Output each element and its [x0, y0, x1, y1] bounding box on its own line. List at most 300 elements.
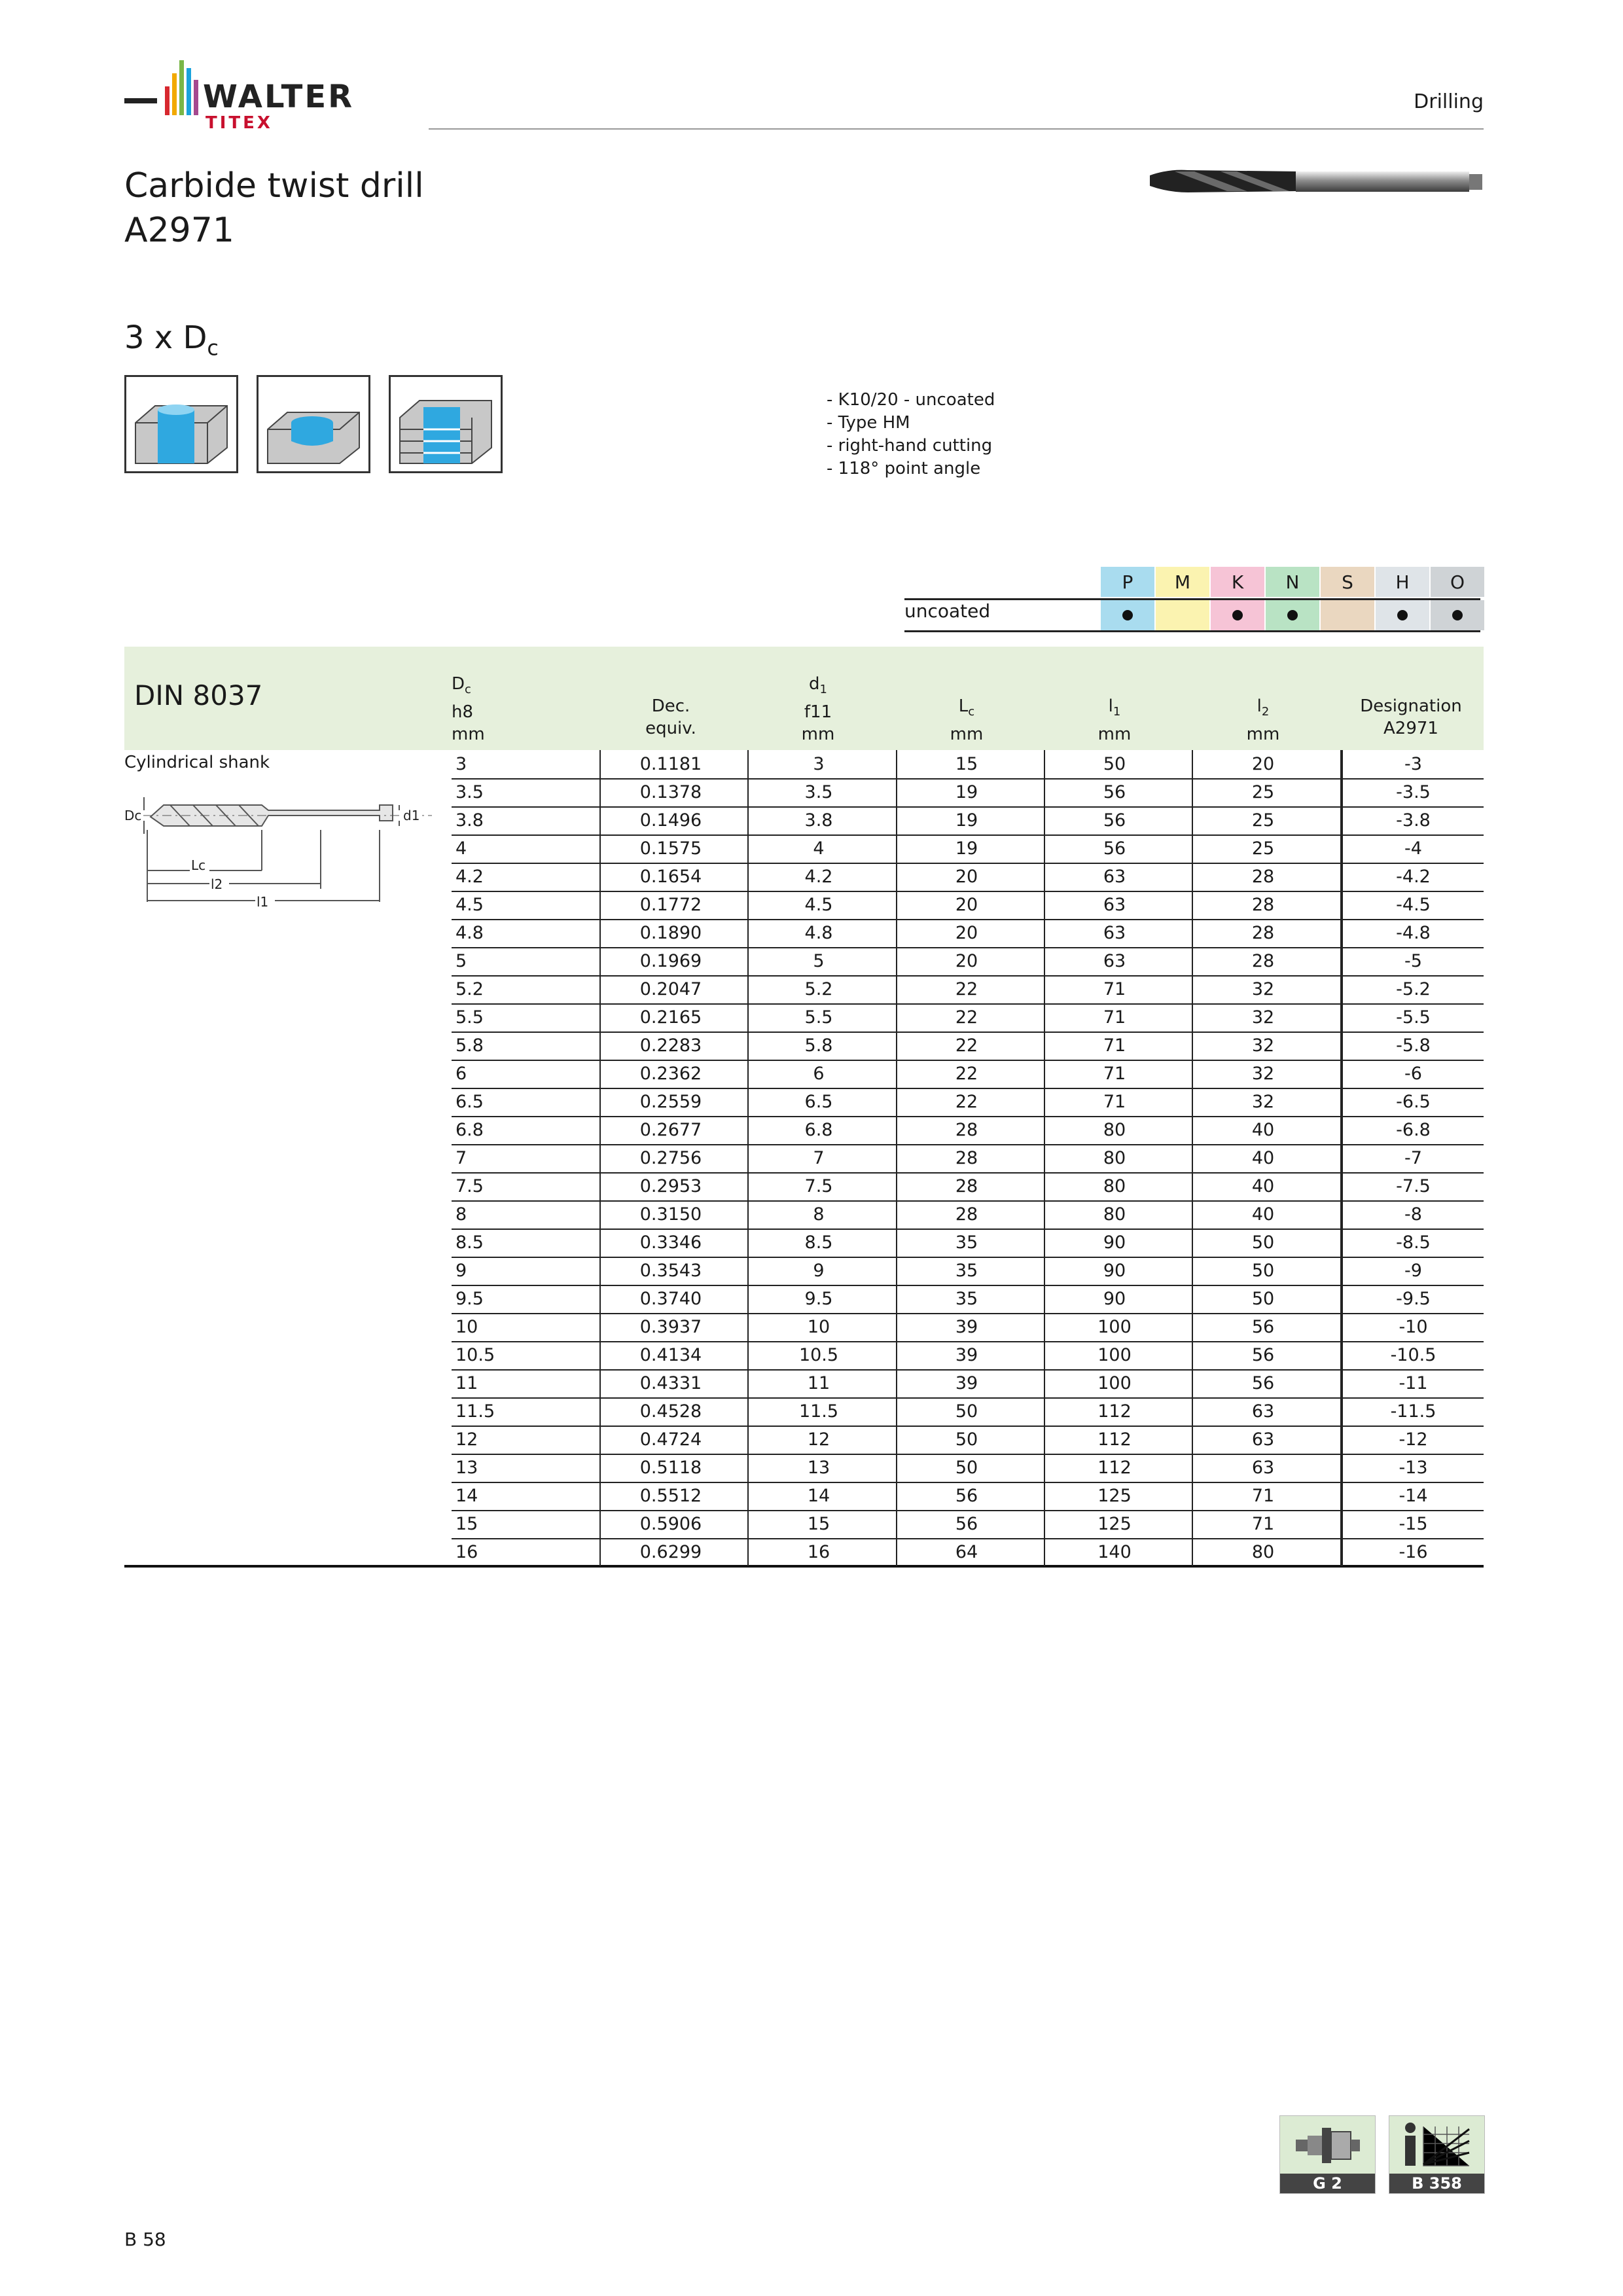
table-row [452, 1454, 1484, 1483]
dc-cell: 13 [455, 1458, 478, 1478]
feature-item: - K10/20 - uncoated [827, 390, 995, 410]
dec-cell: 0.2756 [639, 1148, 702, 1168]
material-suitability-s [1321, 600, 1374, 630]
table-row [452, 750, 1484, 780]
d1-cell: 5.5 [804, 1007, 833, 1028]
d1-cell: 4.2 [804, 867, 833, 887]
designation-cell: -8.5 [1396, 1232, 1431, 1253]
page-number: B 58 [124, 2229, 166, 2250]
through-hole-icon [124, 375, 238, 473]
l1-cell: 80 [1103, 1120, 1126, 1140]
dc-label: Dc [124, 808, 142, 823]
d1-cell: 8.5 [804, 1232, 833, 1253]
lc-cell: 20 [955, 923, 978, 943]
lc-cell: 28 [955, 1204, 978, 1225]
table-row [452, 1510, 1484, 1539]
l2-cell: 50 [1251, 1289, 1275, 1309]
l1-cell: 56 [1103, 810, 1126, 831]
dc-cell: 5.8 [455, 1035, 484, 1056]
tool-holder-icon [1292, 2123, 1364, 2168]
material-suitability-h [1376, 600, 1429, 630]
designation-cell: -6.8 [1396, 1120, 1431, 1140]
designation-cell: -15 [1399, 1514, 1428, 1534]
dc-cell: 8 [455, 1204, 467, 1225]
designation-cell: -4.8 [1396, 923, 1431, 943]
material-suitability-k [1211, 600, 1264, 630]
l1-cell: 63 [1103, 867, 1126, 887]
drill-dimension-diagram [124, 791, 432, 922]
dec-cell: 0.2283 [639, 1035, 702, 1056]
l1-cell: 80 [1103, 1148, 1126, 1168]
ref-label-b358: B 358 [1389, 2174, 1484, 2193]
material-suitability-p [1101, 600, 1154, 630]
dc-cell: 4.8 [455, 923, 484, 943]
designation-cell: -12 [1399, 1429, 1428, 1450]
d1-cell: 5.2 [804, 979, 833, 999]
dc-cell: 14 [455, 1486, 478, 1506]
designation-cell: -5 [1404, 951, 1422, 971]
header-l2: $l_2$ mm [1246, 696, 1280, 745]
header-divider [429, 128, 1484, 130]
designation-cell: -4 [1404, 838, 1422, 859]
l1-cell: 90 [1103, 1289, 1126, 1309]
lc-cell: 20 [955, 867, 978, 887]
table-row [452, 919, 1484, 948]
table-row [452, 1426, 1484, 1455]
dc-cell: 4.5 [455, 895, 484, 915]
material-group-h: H [1376, 567, 1429, 597]
dec-cell: 0.3740 [639, 1289, 702, 1309]
lc-cell: 39 [955, 1373, 978, 1393]
dec-cell: 0.4528 [639, 1401, 702, 1422]
l1-cell: 100 [1097, 1317, 1132, 1337]
header-dc: $D_c$ h8 mm [452, 674, 485, 745]
l2-cell: 80 [1251, 1542, 1275, 1562]
material-divider [904, 630, 1480, 632]
lc-cell: 50 [955, 1429, 978, 1450]
lc-label: Lc [191, 857, 206, 873]
walter-titex-logo [124, 60, 399, 134]
table-row [452, 1144, 1484, 1174]
l1-cell: 100 [1097, 1373, 1132, 1393]
dc-cell: 10.5 [455, 1345, 495, 1365]
lc-cell: 22 [955, 1092, 978, 1112]
dec-cell: 0.3543 [639, 1261, 702, 1281]
suitable-dot-icon [1452, 610, 1463, 620]
drill-product-image [1149, 157, 1486, 204]
lc-cell: 35 [955, 1261, 978, 1281]
material-group-k: K [1211, 567, 1264, 597]
d1-cell: 12 [807, 1429, 830, 1450]
dec-cell: 0.6299 [639, 1542, 702, 1562]
table-row [452, 1285, 1484, 1314]
dec-cell: 0.3346 [639, 1232, 702, 1253]
designation-cell: -4.2 [1396, 867, 1431, 887]
dec-cell: 0.5512 [639, 1486, 702, 1506]
dc-cell: 5.2 [455, 979, 484, 999]
dc-cell: 9 [455, 1261, 467, 1281]
l2-cell: 28 [1251, 895, 1275, 915]
l2-cell: 32 [1251, 1035, 1275, 1056]
lc-cell: 20 [955, 895, 978, 915]
suitable-dot-icon [1232, 610, 1243, 620]
blind-hole-icon [257, 375, 370, 473]
designation-cell: -3.5 [1396, 782, 1431, 802]
column-divider [599, 750, 601, 1566]
lc-cell: 19 [955, 810, 978, 831]
material-group-n: N [1266, 567, 1319, 597]
l2-cell: 25 [1251, 810, 1275, 831]
l2-cell: 56 [1251, 1373, 1275, 1393]
column-divider [1340, 750, 1343, 1566]
l2-cell: 50 [1251, 1261, 1275, 1281]
l1-cell: 140 [1097, 1542, 1132, 1562]
designation-cell: -4.5 [1396, 895, 1431, 915]
l2-cell: 32 [1251, 1064, 1275, 1084]
material-suitability-o [1431, 600, 1484, 630]
l2-cell: 40 [1251, 1148, 1275, 1168]
coating-label: uncoated [904, 600, 991, 622]
dec-cell: 0.4331 [639, 1373, 702, 1393]
l2-cell: 32 [1251, 1007, 1275, 1028]
lc-cell: 20 [955, 951, 978, 971]
d1-cell: 5 [813, 951, 825, 971]
dec-cell: 0.2953 [639, 1176, 702, 1196]
dc-cell: 7.5 [455, 1176, 484, 1196]
dec-cell: 0.4134 [639, 1345, 702, 1365]
d1-cell: 3.8 [804, 810, 833, 831]
table-row [452, 1088, 1484, 1117]
l2-cell: 28 [1251, 923, 1275, 943]
table-row [452, 806, 1484, 836]
table-row [452, 1341, 1484, 1371]
designation-cell: -7 [1404, 1148, 1422, 1168]
designation-cell: -7.5 [1396, 1176, 1431, 1196]
designation-cell: -5.5 [1396, 1007, 1431, 1028]
lc-cell: 22 [955, 1064, 978, 1084]
l2-cell: 40 [1251, 1176, 1275, 1196]
title-line-2: A2971 [124, 211, 234, 250]
l1-cell: 56 [1103, 838, 1126, 859]
feature-list [827, 389, 995, 480]
dc-cell: 3 [455, 754, 467, 774]
l1-cell: 125 [1097, 1514, 1132, 1534]
l2-cell: 32 [1251, 979, 1275, 999]
svg-text:WALTER: WALTER [203, 79, 355, 115]
designation-cell: -3 [1404, 754, 1422, 774]
l1-cell: 71 [1103, 1035, 1126, 1056]
dec-cell: 0.3937 [639, 1317, 702, 1337]
table-row [452, 1200, 1484, 1230]
l2-cell: 56 [1251, 1345, 1275, 1365]
dc-cell: 4.2 [455, 867, 484, 887]
dc-cell: 4 [455, 838, 467, 859]
d1-cell: 7.5 [804, 1176, 833, 1196]
table-row [452, 1003, 1484, 1033]
lc-cell: 64 [955, 1542, 978, 1562]
material-group-m: M [1156, 567, 1209, 597]
dec-cell: 0.1378 [639, 782, 702, 802]
column-divider [1044, 750, 1045, 1566]
l1-cell: 63 [1103, 923, 1126, 943]
l2-label: l2 [211, 876, 223, 892]
dc-cell: 5.5 [455, 1007, 484, 1028]
dec-cell: 0.1496 [639, 810, 702, 831]
material-group-p: P [1101, 567, 1154, 597]
dec-cell: 0.3150 [639, 1204, 702, 1225]
material-group-s: S [1321, 567, 1374, 597]
lc-cell: 50 [955, 1458, 978, 1478]
table-row [452, 1482, 1484, 1511]
l1-cell: 100 [1097, 1345, 1132, 1365]
table-row [452, 834, 1484, 864]
designation-cell: -5.8 [1396, 1035, 1431, 1056]
designation-cell: -9.5 [1396, 1289, 1431, 1309]
l1-cell: 71 [1103, 1007, 1126, 1028]
lc-cell: 56 [955, 1486, 978, 1506]
section-title: Drilling [1414, 90, 1484, 113]
suitable-dot-icon [1287, 610, 1298, 620]
ref-box-g2[interactable] [1279, 2115, 1376, 2194]
l2-cell: 40 [1251, 1120, 1275, 1140]
page-title [124, 164, 424, 253]
svg-text:TITEX: TITEX [205, 113, 273, 133]
designation-cell: -10.5 [1390, 1345, 1436, 1365]
dc-cell: 3.5 [455, 782, 484, 802]
designation-cell: -16 [1399, 1542, 1428, 1562]
lc-cell: 28 [955, 1120, 978, 1140]
d1-cell: 6.5 [804, 1092, 833, 1112]
dec-cell: 0.1772 [639, 895, 702, 915]
d1-cell: 13 [807, 1458, 830, 1478]
lc-cell: 28 [955, 1176, 978, 1196]
lc-cell: 19 [955, 782, 978, 802]
table-row [452, 1116, 1484, 1145]
feature-item: - right-hand cutting [827, 436, 993, 456]
table-row [452, 975, 1484, 1005]
l1-cell: 71 [1103, 979, 1126, 999]
table-header [124, 647, 1484, 750]
dec-cell: 0.1575 [639, 838, 702, 859]
info-chart-icon [1401, 2121, 1473, 2170]
d1-cell: 11 [807, 1373, 830, 1393]
dc-cell: 3.8 [455, 810, 484, 831]
material-suitability-m [1156, 600, 1209, 630]
lc-cell: 19 [955, 838, 978, 859]
l1-cell: 112 [1097, 1458, 1132, 1478]
standard-label: DIN 8037 [134, 679, 263, 711]
table-row [452, 891, 1484, 920]
material-group-table [904, 567, 1486, 632]
l2-cell: 25 [1251, 838, 1275, 859]
l1-cell: 90 [1103, 1232, 1126, 1253]
l2-cell: 71 [1251, 1486, 1275, 1506]
designation-cell: -9 [1404, 1261, 1422, 1281]
d1-cell: 7 [813, 1148, 825, 1168]
dc-cell: 8.5 [455, 1232, 484, 1253]
ref-box-b358[interactable] [1389, 2115, 1485, 2194]
l2-cell: 56 [1251, 1317, 1275, 1337]
dc-cell: 15 [455, 1514, 478, 1534]
d1-cell: 5.8 [804, 1035, 833, 1056]
dc-cell: 16 [455, 1542, 478, 1562]
d1-cell: 4.8 [804, 923, 833, 943]
lc-cell: 39 [955, 1345, 978, 1365]
l1-cell: 63 [1103, 895, 1126, 915]
d1-cell: 15 [807, 1514, 830, 1534]
lc-cell: 35 [955, 1289, 978, 1309]
table-row [452, 778, 1484, 808]
dc-cell: 7 [455, 1148, 467, 1168]
dec-cell: 0.2165 [639, 1007, 702, 1028]
designation-cell: -11 [1399, 1373, 1428, 1393]
table-row [452, 1257, 1484, 1286]
stacked-plates-icon [389, 375, 503, 473]
d1-cell: 16 [807, 1542, 830, 1562]
d1-cell: 8 [813, 1204, 825, 1225]
table-row [452, 1397, 1484, 1427]
designation-cell: -14 [1399, 1486, 1428, 1506]
material-letters-row [1101, 567, 1486, 597]
l2-cell: 71 [1251, 1514, 1275, 1534]
material-suitability-n [1266, 600, 1319, 630]
title-line-1: Carbide twist drill [124, 166, 424, 206]
l1-cell: 71 [1103, 1092, 1126, 1112]
l1-cell: 80 [1103, 1204, 1126, 1225]
lc-cell: 35 [955, 1232, 978, 1253]
suitable-dot-icon [1122, 610, 1133, 620]
l2-cell: 50 [1251, 1232, 1275, 1253]
table-row [452, 947, 1484, 977]
designation-cell: -6 [1404, 1064, 1422, 1084]
dec-cell: 0.2559 [639, 1092, 702, 1112]
dec-cell: 0.1890 [639, 923, 702, 943]
shank-type-label: Cylindrical shank [124, 753, 270, 772]
dc-cell: 9.5 [455, 1289, 484, 1309]
dc-cell: 12 [455, 1429, 478, 1450]
d1-cell: 3 [813, 754, 825, 774]
lc-cell: 50 [955, 1401, 978, 1422]
table-row [452, 1031, 1484, 1061]
d1-cell: 10 [807, 1317, 830, 1337]
feature-item: - Type HM [827, 413, 910, 433]
l2-cell: 20 [1251, 754, 1275, 774]
dec-cell: 0.2677 [639, 1120, 702, 1140]
d1-cell: 11.5 [798, 1401, 839, 1422]
header-d1: $d_1$ f11 mm [801, 674, 835, 745]
dec-cell: 0.1654 [639, 867, 702, 887]
column-divider [896, 750, 897, 1566]
table-row [452, 1229, 1484, 1258]
column-divider [747, 750, 749, 1566]
dc-cell: 6.8 [455, 1120, 484, 1140]
table-row [452, 1060, 1484, 1089]
l2-cell: 32 [1251, 1092, 1275, 1112]
l1-cell: 71 [1103, 1064, 1126, 1084]
header-designation: Designation A2971 [1360, 696, 1462, 738]
table-row [452, 1369, 1484, 1399]
d1-cell: 9.5 [804, 1289, 833, 1309]
dc-cell: 11 [455, 1373, 478, 1393]
lc-cell: 39 [955, 1317, 978, 1337]
designation-cell: -10 [1399, 1317, 1428, 1337]
dec-cell: 0.5118 [639, 1458, 702, 1478]
l2-cell: 40 [1251, 1204, 1275, 1225]
d1-cell: 14 [807, 1486, 830, 1506]
dec-cell: 0.1181 [639, 754, 702, 774]
l2-cell: 63 [1251, 1458, 1275, 1478]
l2-cell: 28 [1251, 867, 1275, 887]
table-row [452, 863, 1484, 892]
dec-cell: 0.1969 [639, 951, 702, 971]
dc-cell: 6 [455, 1064, 467, 1084]
d1-cell: 9 [813, 1261, 825, 1281]
d1-cell: 6.8 [804, 1120, 833, 1140]
l2-cell: 28 [1251, 951, 1275, 971]
l1-label: l1 [257, 894, 269, 910]
d1-cell: 4.5 [804, 895, 833, 915]
dec-cell: 0.5906 [639, 1514, 702, 1534]
d1-label: d1 [403, 808, 420, 823]
dec-cell: 0.2047 [639, 979, 702, 999]
lc-cell: 22 [955, 1007, 978, 1028]
diameter-ratio-heading: 3 x $D_c$ [124, 319, 219, 361]
designation-cell: -13 [1399, 1458, 1428, 1478]
designation-cell: -6.5 [1396, 1092, 1431, 1112]
dc-cell: 10 [455, 1317, 478, 1337]
l1-cell: 50 [1103, 754, 1126, 774]
dc-cell: 11.5 [455, 1401, 495, 1422]
dec-cell: 0.4724 [639, 1429, 702, 1450]
lc-cell: 22 [955, 979, 978, 999]
lc-cell: 56 [955, 1514, 978, 1534]
d1-cell: 3.5 [804, 782, 833, 802]
suitable-dot-icon [1397, 610, 1408, 620]
table-row [452, 1172, 1484, 1202]
header-dec: Dec. equiv. [645, 696, 696, 738]
lc-cell: 15 [955, 754, 978, 774]
material-coating-row [904, 600, 1486, 630]
header-lc: $L_c$ mm [950, 696, 984, 745]
designation-cell: -11.5 [1390, 1401, 1436, 1422]
lc-cell: 22 [955, 1035, 978, 1056]
l2-cell: 25 [1251, 782, 1275, 802]
table-row [452, 1313, 1484, 1342]
dec-cell: 0.2362 [639, 1064, 702, 1084]
designation-cell: -8 [1404, 1204, 1422, 1225]
l1-cell: 125 [1097, 1486, 1132, 1506]
table-row [452, 1538, 1484, 1568]
l1-cell: 112 [1097, 1401, 1132, 1422]
material-group-o: O [1431, 567, 1484, 597]
l1-cell: 90 [1103, 1261, 1126, 1281]
dc-cell: 6.5 [455, 1092, 484, 1112]
header-l1: $l_1$ mm [1097, 696, 1132, 745]
l1-cell: 56 [1103, 782, 1126, 802]
lc-cell: 28 [955, 1148, 978, 1168]
feature-item: - 118° point angle [827, 459, 981, 478]
d1-cell: 10.5 [798, 1345, 839, 1365]
table-bottom-rule [124, 1565, 1484, 1568]
l1-cell: 80 [1103, 1176, 1126, 1196]
designation-cell: -5.2 [1396, 979, 1431, 999]
column-divider [1192, 750, 1193, 1566]
d1-cell: 6 [813, 1064, 825, 1084]
l2-cell: 63 [1251, 1401, 1275, 1422]
dc-cell: 5 [455, 951, 467, 971]
ref-label-g2: G 2 [1280, 2174, 1375, 2193]
d1-cell: 4 [813, 838, 825, 859]
